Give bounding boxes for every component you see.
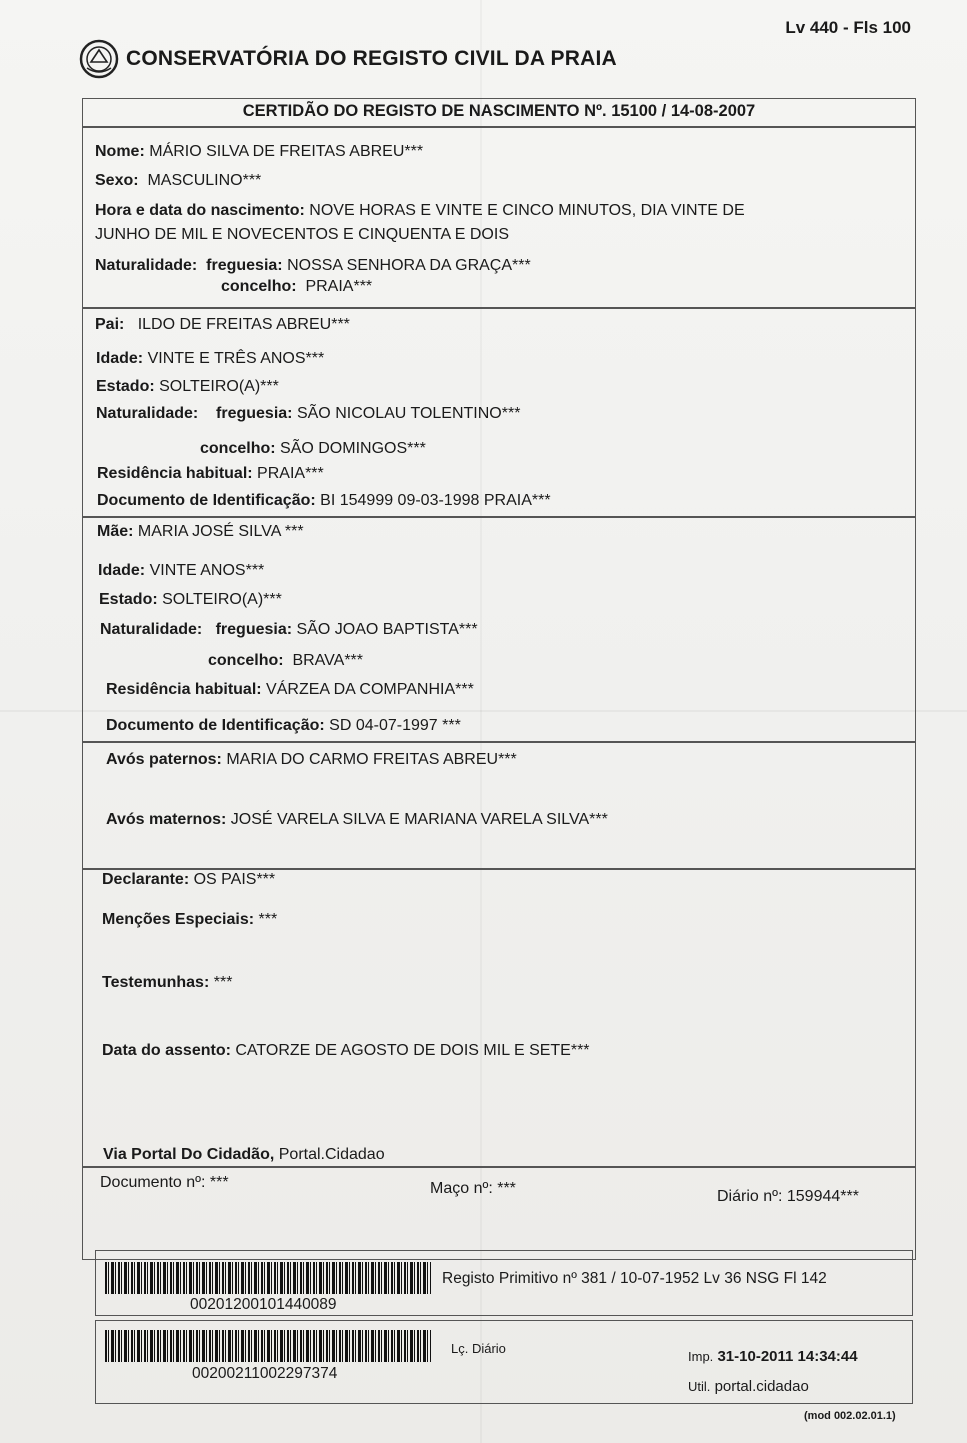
witnesses-line: Testemunhas: *** (102, 974, 233, 991)
maternal-grandparents-line: Avós maternos: JOSÉ VARELA SILVA E MARIANA VARELA SILVA*** (106, 811, 608, 828)
diary-label: Lç. Diário (451, 1341, 506, 1356)
mother-age-line: Idade: VINTE ANOS*** (98, 562, 265, 579)
form-model-code: (mod 002.02.01.1) (804, 1410, 896, 1422)
father-age-line: Idade: VINTE E TRÊS ANOS*** (96, 350, 325, 367)
paternal-grandparents-line: Avós paternos: MARIA DO CARMO FREITAS ABREU*** (106, 751, 517, 768)
certificate-title: CERTIDÃO DO REGISTO DE NASCIMENTO Nº. 15100 / 14-08-2007 (242, 102, 756, 120)
divider (82, 126, 916, 128)
entry-date-line: Data do assento: CATORZE DE AGOSTO DE DOIS MIL E SETE*** (102, 1042, 590, 1059)
birth-time-line-2: JUNHO DE MIL E NOVECENTOS E CINQUENTA E DOIS (95, 226, 509, 243)
office-header (78, 38, 617, 80)
divider (82, 741, 916, 743)
father-birthplace-municipality: concelho: SÃO DOMINGOS*** (200, 440, 426, 457)
declarant-line: Declarante: OS PAIS*** (102, 871, 276, 888)
father-name-line: Pai: ILDO DE FREITAS ABREU*** (95, 316, 350, 333)
bundle-number-line: Maço nº: *** (430, 1180, 516, 1197)
mother-status-line: Estado: SOLTEIRO(A)*** (99, 591, 282, 608)
document-number-line: Documento nº: *** (100, 1174, 229, 1191)
child-name-line: Nome: MÁRIO SILVA DE FREITAS ABREU*** (95, 143, 424, 160)
book-folio-reference: Lv 440 - Fls 100 (785, 18, 911, 37)
divider (82, 868, 916, 870)
father-status-line: Estado: SOLTEIRO(A)*** (96, 378, 279, 395)
mother-name-line: Mãe: MARIA JOSÉ SILVA *** (97, 523, 304, 540)
mother-birthplace-parish: Naturalidade: freguesia: SÃO JOAO BAPTISTA*** (100, 621, 478, 638)
seal-icon (78, 38, 120, 80)
barcode-number: 00200211002297374 (192, 1365, 338, 1382)
diary-number-line: Diário nº: 159944*** (717, 1188, 859, 1205)
divider (82, 516, 916, 518)
mother-birthplace-municipality: concelho: BRAVA*** (208, 652, 363, 669)
birth-time-line: Hora e data do nascimento: NOVE HORAS E VINTE E CINCO MINUTOS, DIA VINTE DE (95, 202, 745, 219)
office-name: CONSERVATÓRIA DO REGISTO CIVIL DA PRAIA (126, 47, 617, 70)
father-id-document-line: Documento de Identificação: BI 154999 09-03-1998 PRAIA*** (97, 492, 551, 509)
father-birthplace-parish: Naturalidade: freguesia: SÃO NICOLAU TOLENTINO*** (96, 405, 521, 422)
child-birthplace-municipality: concelho: PRAIA*** (221, 278, 373, 295)
via-portal-line: Via Portal Do Cidadão, Portal.Cidadao (103, 1146, 385, 1163)
barcode-graphic (105, 1262, 431, 1294)
print-timestamp: Imp. 31-10-2011 14:34:44 (688, 1348, 858, 1365)
father-residence-line: Residência habitual: PRAIA*** (97, 465, 324, 482)
divider (82, 307, 916, 309)
mother-residence-line: Residência habitual: VÁRZEA DA COMPANHIA*** (106, 681, 474, 698)
divider (82, 1166, 916, 1168)
mother-id-document-line: Documento de Identificação: SD 04-07-1997 *** (106, 717, 461, 734)
barcode-number: 00201200101440089 (190, 1296, 337, 1313)
user-line: Util. portal.cidadao (688, 1378, 809, 1395)
special-mentions-line: Menções Especiais: *** (102, 911, 278, 928)
barcode-graphic (105, 1330, 431, 1362)
primitive-registry-line: Registo Primitivo nº 381 / 10-07-1952 Lv 36 NSG Fl 142 (442, 1270, 827, 1287)
child-sex-line: Sexo: MASCULINO*** (95, 172, 262, 189)
child-birthplace-parish: Naturalidade: freguesia: NOSSA SENHORA DA GRAÇA*** (95, 257, 531, 274)
